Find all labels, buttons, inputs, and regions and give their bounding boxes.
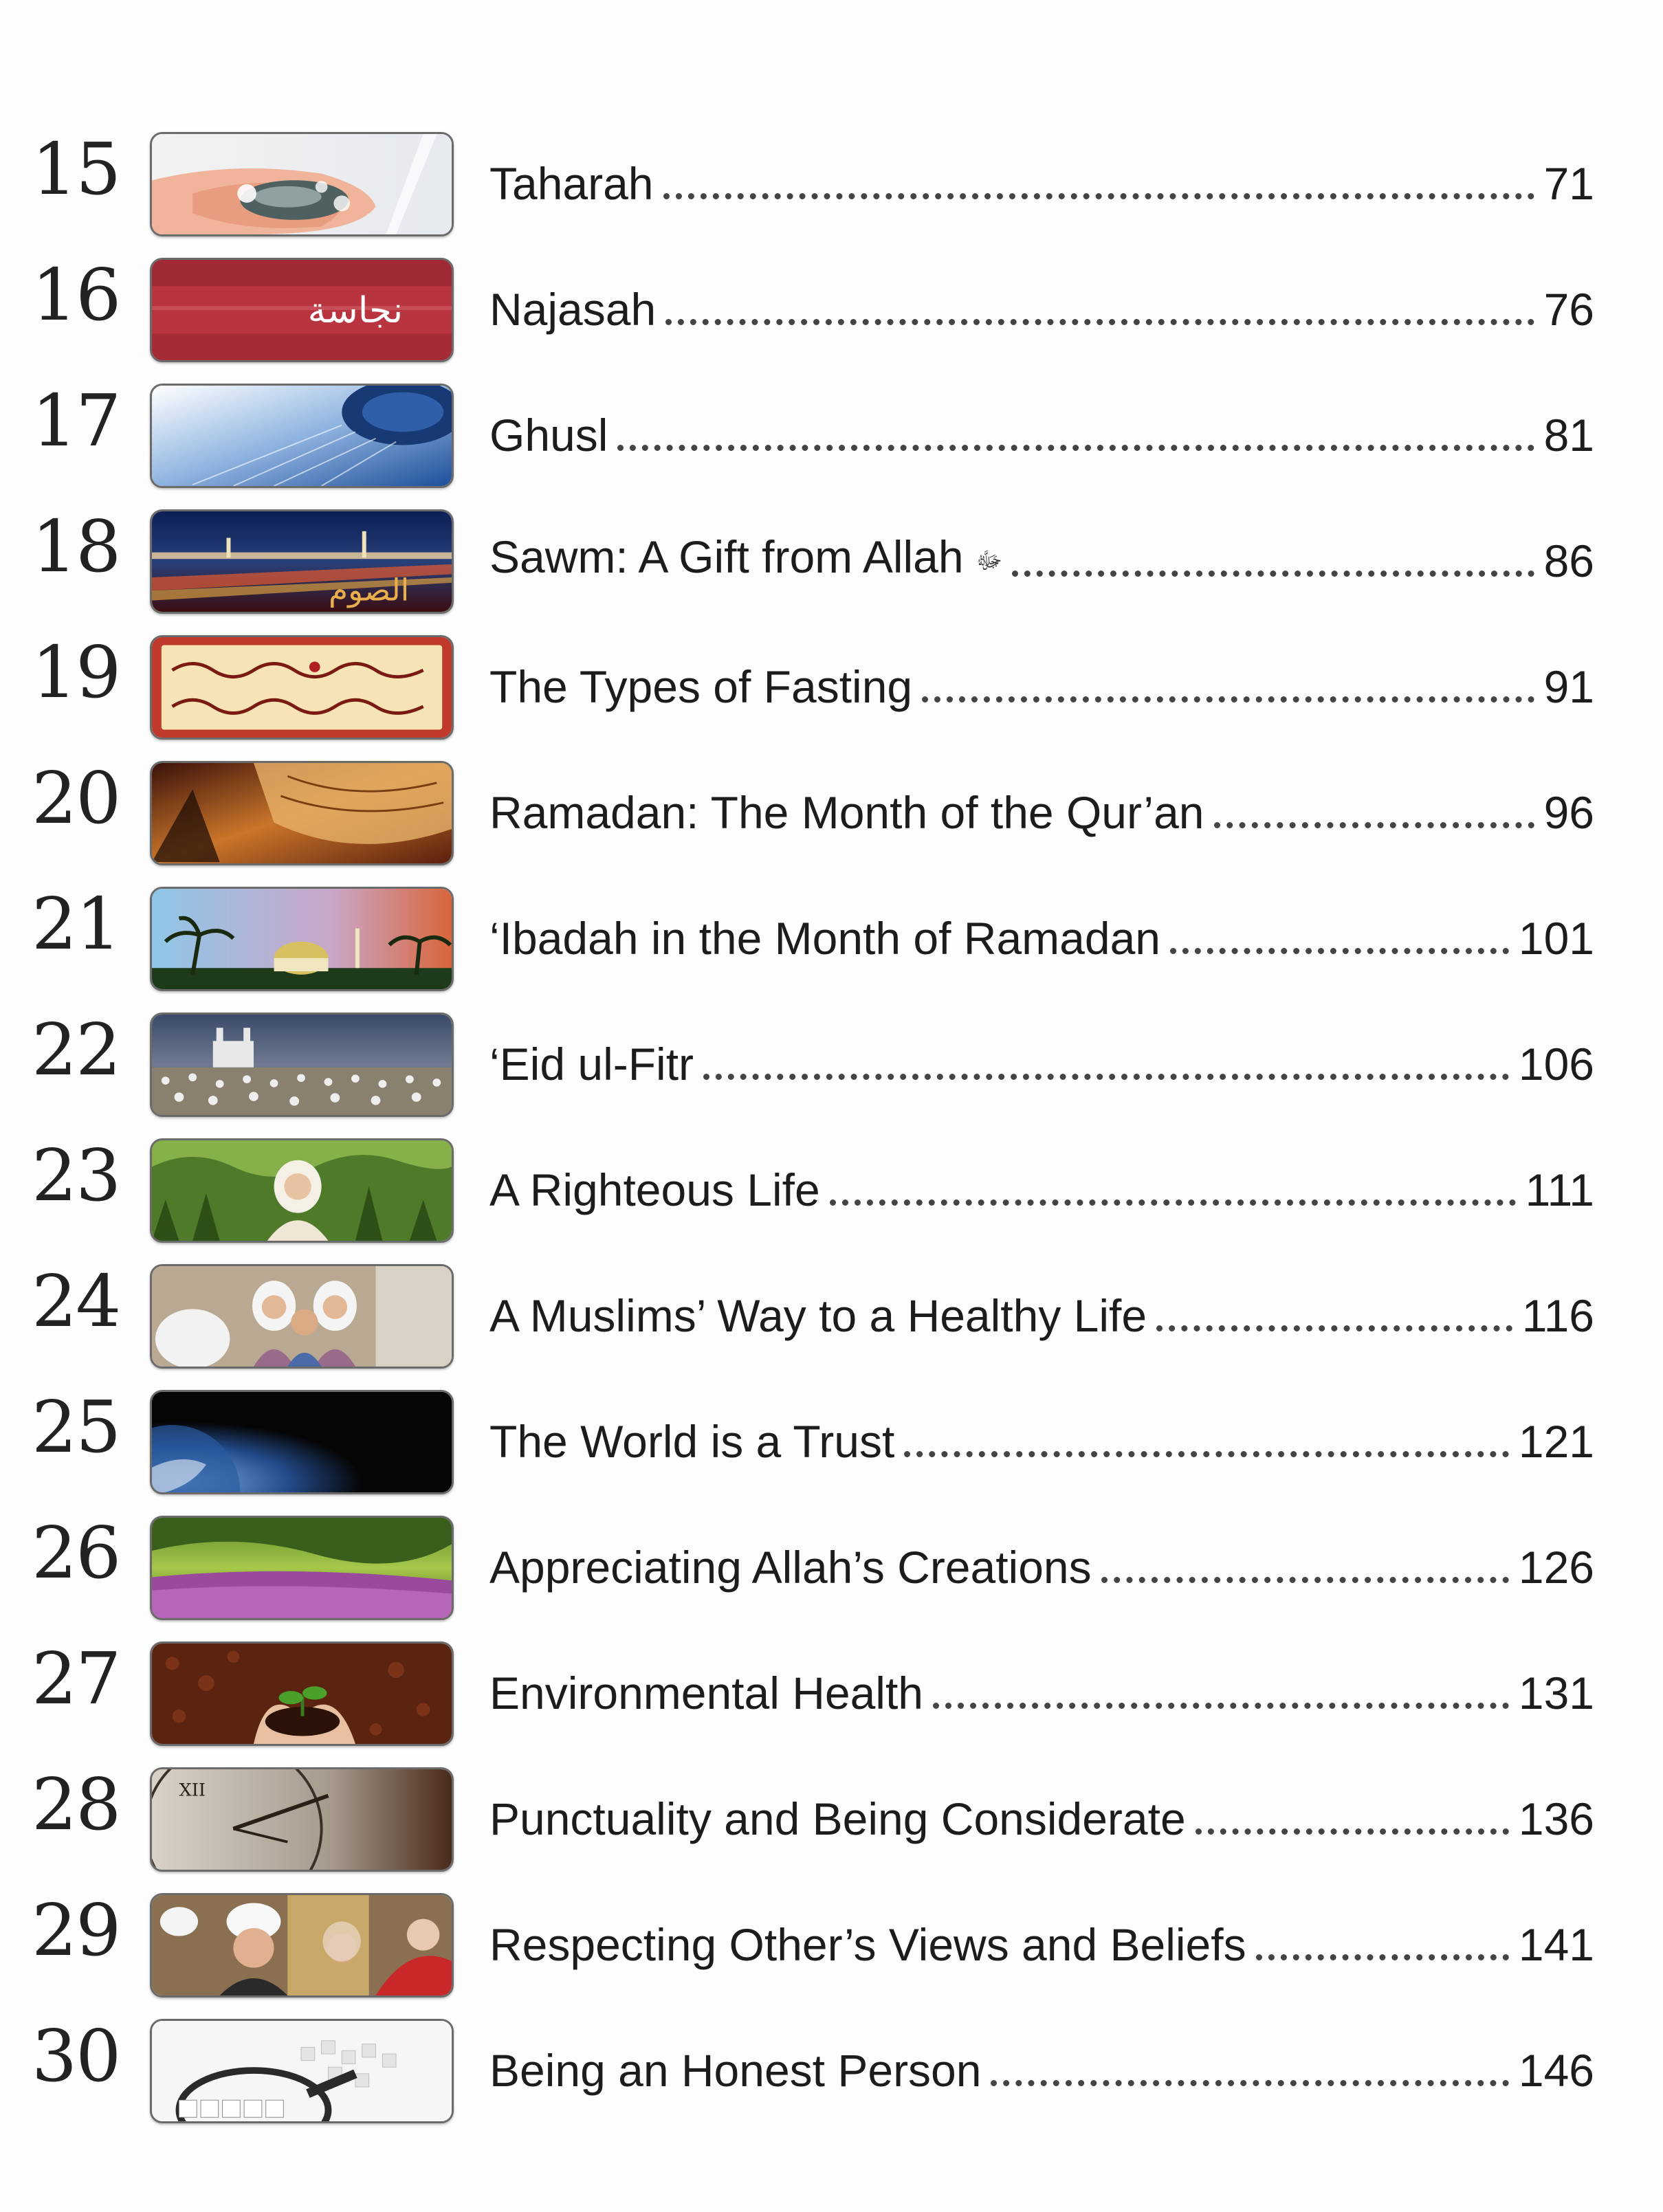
chapter-number: 20 (32, 756, 120, 840)
toc-row[interactable] (0, 127, 1663, 242)
chapter-number: 19 (32, 630, 120, 714)
chapter-title[interactable]: Punctuality and Being Considerate (489, 1793, 1186, 1844)
toc-row[interactable] (0, 505, 1663, 619)
page-number: 106 (1518, 1039, 1594, 1090)
chapter-title[interactable]: The Types of Fasting (489, 661, 913, 712)
chapter-number: 26 (32, 1511, 120, 1595)
page-number: 136 (1518, 1793, 1594, 1844)
chapter-number: 24 (32, 1259, 120, 1343)
chapter-number: 15 (32, 127, 120, 211)
chapter-title[interactable]: Respecting Other’s Views and Beliefs (489, 1919, 1246, 1970)
chapter-title[interactable]: Najasah (489, 284, 657, 335)
toc-entry[interactable] (489, 900, 1594, 969)
page-number: 116 (1521, 1290, 1594, 1341)
toc-row[interactable] (0, 1762, 1663, 1877)
dot-leader (617, 445, 1534, 451)
toc-row[interactable] (0, 630, 1663, 745)
clock-face-image (150, 1767, 454, 1872)
toc-entry[interactable] (489, 2033, 1594, 2101)
religious-leaders-image (150, 1893, 454, 1998)
dot-leader (991, 2080, 1508, 2086)
earth-from-space-image (150, 1390, 454, 1494)
toc-row[interactable] (0, 1133, 1663, 1248)
chapter-title[interactable]: ‘Ibadah in the Month of Ramadan (489, 913, 1160, 964)
magnifier-truth-tiles-image (150, 2019, 454, 2123)
toc-entry[interactable] (489, 1655, 1594, 1724)
dot-leader (1156, 1325, 1512, 1331)
clock-numeral: XII (179, 1780, 206, 1800)
chapter-number: 27 (32, 1637, 120, 1721)
toc-row[interactable] (0, 2014, 1663, 2129)
thumbnail-arabic-text: نجاسة (307, 289, 404, 332)
toc-entry[interactable] (489, 1404, 1594, 1472)
toc-entry[interactable] (489, 1529, 1594, 1598)
page-number: 91 (1543, 661, 1594, 712)
chapter-title[interactable] (489, 526, 1002, 592)
dot-leader (933, 1703, 1509, 1709)
flower-meadow-image (150, 1516, 454, 1620)
chapter-number: 28 (32, 1762, 120, 1846)
chapter-number: 30 (32, 2014, 120, 2098)
dot-leader (663, 193, 1534, 199)
dot-leader (1012, 571, 1534, 577)
hands-washing-image (150, 132, 454, 236)
toc-entry[interactable] (489, 272, 1594, 340)
chapter-title[interactable]: Appreciating Allah’s Creations (489, 1542, 1092, 1593)
toc-row[interactable] (0, 1385, 1663, 1500)
quran-pages-image (150, 761, 454, 865)
toc-entry[interactable] (489, 523, 1594, 592)
toc-row[interactable] (0, 882, 1663, 997)
toc-row[interactable] (0, 756, 1663, 871)
toc-row[interactable] (0, 1511, 1663, 1626)
page-number: 71 (1543, 158, 1594, 209)
toc-row[interactable] (0, 1008, 1663, 1122)
toc-row[interactable] (0, 1259, 1663, 1374)
chapter-number: 21 (32, 882, 120, 966)
mosque-sunset-palms-image (150, 887, 454, 991)
mosque-night-sawm-image (150, 509, 454, 614)
toc-row[interactable] (0, 1888, 1663, 2003)
page-number: 126 (1518, 1542, 1594, 1593)
chapter-title[interactable]: ‘Eid ul-Fitr (489, 1039, 694, 1090)
dot-leader (922, 696, 1534, 703)
chapter-number: 29 (32, 1888, 120, 1972)
quran-verse-calligraphy-image (150, 635, 454, 740)
toc-row[interactable] (0, 1637, 1663, 1751)
chapter-title[interactable]: Taharah (489, 158, 654, 209)
toc-entry[interactable] (489, 1278, 1594, 1347)
chapter-title[interactable]: The World is a Trust (489, 1416, 895, 1467)
page-number: 111 (1525, 1164, 1594, 1215)
toc-entry[interactable] (489, 1781, 1594, 1850)
dot-leader (1196, 1828, 1509, 1835)
toc-entry[interactable] (489, 649, 1594, 718)
dot-leader (665, 319, 1534, 325)
toc-entry[interactable] (489, 1907, 1594, 1976)
children-smiling-image (150, 1264, 454, 1369)
dot-leader (1170, 948, 1509, 954)
shower-water-image (150, 384, 454, 488)
page-number: 121 (1518, 1416, 1594, 1467)
eid-prayer-crowd-image (150, 1013, 454, 1117)
chapter-number: 22 (32, 1008, 120, 1092)
page-number: 96 (1543, 787, 1594, 838)
page-number: 141 (1518, 1919, 1594, 1970)
toc-entry[interactable] (489, 146, 1594, 214)
toc-entry[interactable] (489, 397, 1594, 466)
dot-leader (1214, 822, 1534, 828)
chapter-title-text: Sawm: A Gift from Allah (489, 531, 964, 583)
toc-entry[interactable] (489, 1152, 1594, 1221)
page-number: 146 (1518, 2045, 1594, 2096)
dot-leader (1101, 1577, 1509, 1583)
toc-entry[interactable] (489, 775, 1594, 843)
honorific-glyph: ﷻ (976, 547, 1002, 575)
dot-leader (904, 1451, 1509, 1457)
chapter-title[interactable]: A Righteous Life (489, 1164, 820, 1215)
chapter-title[interactable]: A Muslims’ Way to a Healthy Life (489, 1290, 1147, 1341)
chapter-number: 18 (32, 505, 120, 588)
chapter-number: 25 (32, 1385, 120, 1469)
toc-row[interactable] (0, 253, 1663, 368)
dot-leader (703, 1074, 1509, 1080)
page-number: 131 (1518, 1668, 1594, 1718)
najasah-arabic-banner-image (150, 258, 454, 362)
page-number: 86 (1543, 535, 1594, 586)
page-number: 76 (1543, 284, 1594, 335)
toc-row[interactable] (0, 379, 1663, 494)
girl-in-garden-image (150, 1138, 454, 1243)
page-number: 101 (1518, 913, 1594, 964)
chapter-number: 23 (32, 1133, 120, 1217)
dot-leader (830, 1199, 1516, 1206)
chapter-title[interactable]: Ramadan: The Month of the Qur’an (489, 787, 1204, 838)
toc-entry[interactable] (489, 1026, 1594, 1095)
chapter-number: 17 (32, 379, 120, 463)
dot-leader (1256, 1954, 1509, 1960)
chapter-title[interactable]: Environmental Health (489, 1668, 923, 1718)
hands-holding-seedling-image (150, 1641, 454, 1746)
thumbnail-arabic-text: الصوم (329, 572, 410, 608)
chapter-title[interactable]: Ghusl (489, 410, 608, 461)
chapter-title[interactable]: Being an Honest Person (489, 2045, 982, 2096)
page-number: 81 (1543, 410, 1594, 461)
chapter-number: 16 (32, 253, 120, 337)
